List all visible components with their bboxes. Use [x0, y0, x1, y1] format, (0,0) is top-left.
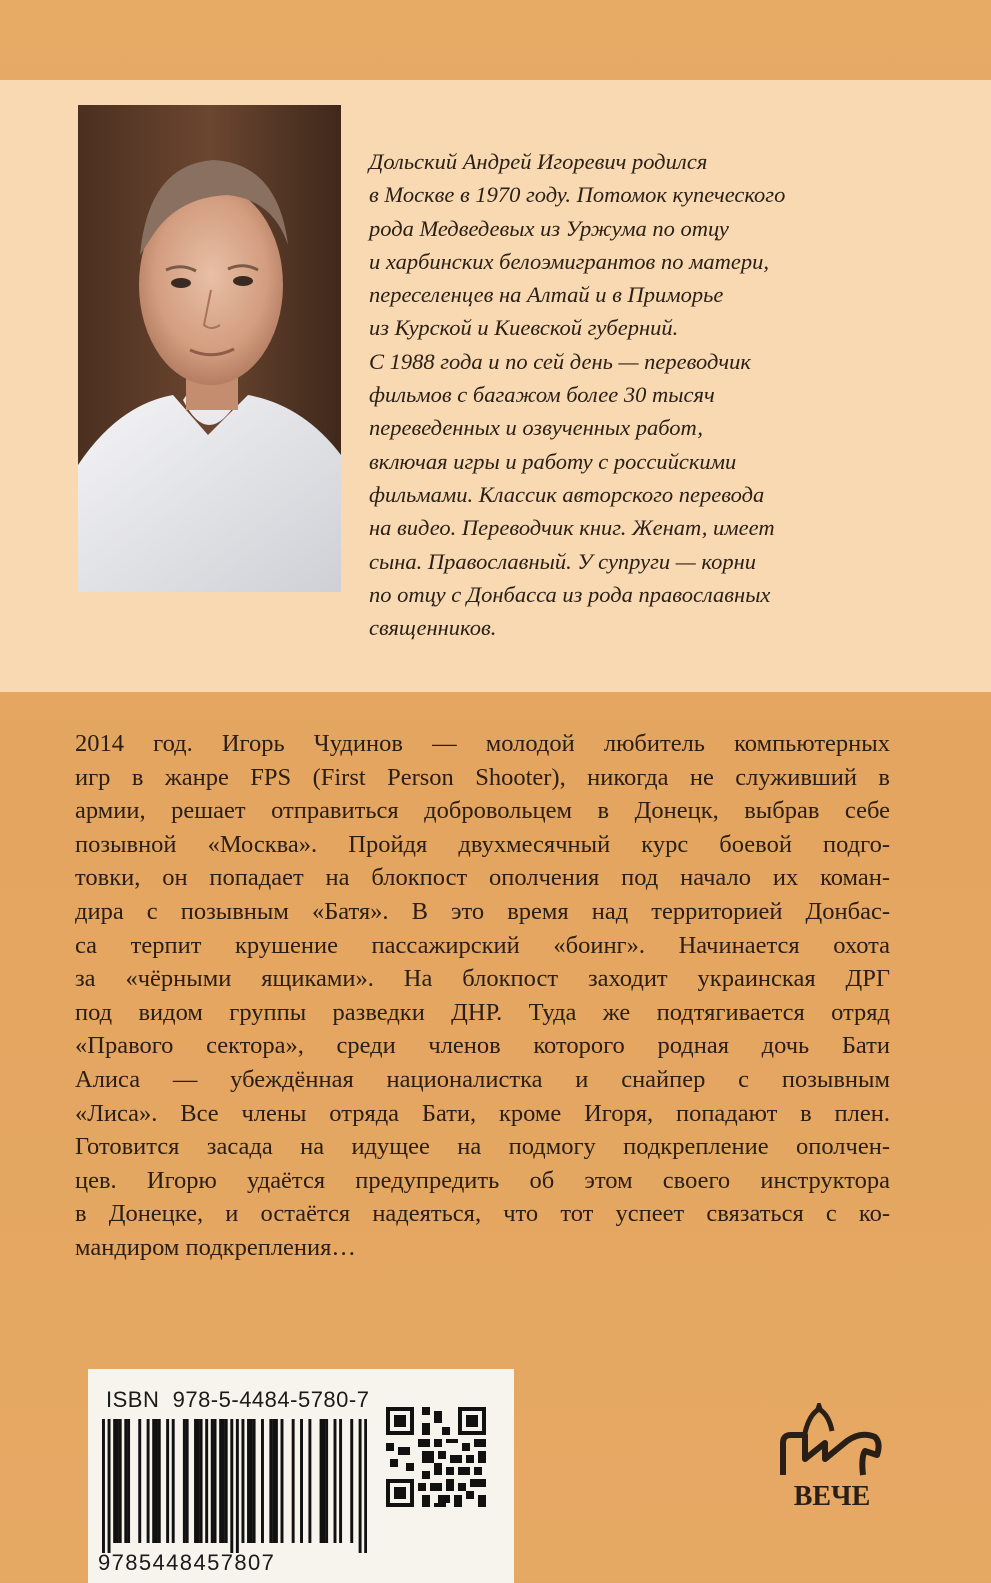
barcode-bar	[225, 1419, 228, 1543]
annotation-line: «Лиса». Все члены отряда Бати, кроме Игоря, попадают в плен.	[75, 1099, 890, 1127]
barcode-bar	[241, 1419, 244, 1543]
barcode-bar	[102, 1419, 105, 1553]
barcode-bar	[281, 1419, 284, 1543]
barcode-bar	[230, 1419, 233, 1553]
barcode-bar	[211, 1419, 214, 1543]
barcode-bar	[183, 1419, 186, 1543]
barcode-bar	[197, 1419, 200, 1543]
annotation-line: дира с позывным «Батя». В это время над территорией Донбас-	[75, 897, 890, 925]
barcode-bar	[138, 1419, 141, 1543]
bio-line: на видео. Переводчик книг. Женат, имеет	[369, 515, 775, 541]
bio-line: переселенцев на Алтай и в Приморье	[369, 282, 724, 308]
barcode-bar	[308, 1419, 311, 1543]
annotation-line: игр в жанре FPS (First Person Shooter), никогда не служивший в	[75, 763, 890, 791]
barcode-bar	[269, 1419, 272, 1543]
annotation-line: за «чёрными ящиками». На блокпост заходит украинская ДРГ	[75, 965, 890, 993]
ean-digits: 9785448457807	[98, 1550, 276, 1575]
barcode-bar	[155, 1419, 158, 1543]
annotation-line: са терпит крушение пассажирский «боинг». Начинается охота	[75, 931, 890, 959]
barcode-bar	[147, 1419, 150, 1543]
barcode-bar	[253, 1419, 256, 1543]
bio-line: переведенных и озвученных работ,	[369, 415, 703, 441]
book-annotation	[75, 727, 890, 1265]
bio-line: рода Медведевых из Уржума по отцу	[369, 215, 729, 241]
barcode-bar	[300, 1419, 303, 1543]
veche-publisher-logo	[777, 1403, 887, 1511]
barcode-bar	[158, 1419, 161, 1543]
barcode-bar	[334, 1419, 337, 1543]
isbn-number: 978-5-4484-5780-7	[172, 1387, 370, 1412]
barcode-bar	[108, 1419, 111, 1553]
barcode-bar	[152, 1419, 155, 1543]
bio-line: фильмами. Классик авторского перевода	[369, 481, 765, 507]
author-bio	[369, 145, 929, 644]
author-photo	[78, 105, 341, 592]
bio-line: и харбинских белоэмигрантов по матери,	[369, 248, 770, 274]
barcode-bar	[350, 1419, 353, 1543]
barcode-bar	[113, 1419, 116, 1543]
isbn-text	[106, 1387, 369, 1413]
bio-line: Дольский Андрей Игоревич родился	[369, 149, 708, 174]
barcode-bar	[325, 1419, 328, 1543]
barcode-bar	[261, 1419, 264, 1543]
barcode-bar	[127, 1419, 130, 1543]
bio-line: из Курской и Киевской губерний.	[369, 315, 679, 341]
bio-line: сына. Православный. У супруги — корни	[369, 548, 756, 574]
isbn-label: ISBN	[106, 1387, 160, 1412]
bio-line: фильмов с багажом более 30 тысяч	[369, 382, 715, 408]
barcode-bar	[205, 1419, 208, 1543]
barcode-bar	[124, 1419, 127, 1543]
barcode-bar	[172, 1419, 175, 1543]
barcode-bar	[236, 1419, 239, 1553]
barcode-panel	[88, 1369, 514, 1583]
bio-line: священников.	[369, 615, 497, 641]
annotation-line: Алиса — убеждённая националистка и снайпер с позывным	[75, 1065, 890, 1093]
annotation-line: 2014 год. Игорь Чудинов — молодой любитель компьютерных	[75, 730, 890, 757]
barcode-bar	[222, 1419, 225, 1543]
barcode-bar	[339, 1419, 342, 1543]
annotation-line: мандиром подкрепления…	[75, 1233, 356, 1261]
qr-code-icon	[386, 1407, 486, 1507]
barcode-bar	[272, 1419, 275, 1543]
annotation-line: цев. Игорю удаётся предупредить об этом своего инструктора	[75, 1166, 890, 1194]
barcode-bar	[250, 1419, 253, 1543]
bio-line: по отцу с Донбасса из рода православных	[369, 581, 771, 607]
barcode-bar	[320, 1419, 323, 1543]
annotation-line: «Правого сектора», среди членов которого родная дочь Бати	[75, 1032, 890, 1060]
barcode-bar	[119, 1419, 122, 1543]
barcode-bar	[275, 1419, 278, 1543]
barcode-bar	[219, 1419, 222, 1543]
annotation-line: под видом группы разведки ДНР. Туда же подтягивается отряд	[75, 998, 890, 1026]
ean-barcode	[102, 1419, 367, 1553]
barcode-bar	[200, 1419, 203, 1543]
barcode-bar	[364, 1419, 367, 1553]
publisher-name: ВЕЧЕ	[793, 1481, 871, 1511]
barcode-bar	[359, 1419, 362, 1553]
barcode-bar	[247, 1419, 250, 1543]
barcode-bar	[194, 1419, 197, 1543]
bio-line: в Москве в 1970 году. Потомок купеческого	[369, 182, 786, 208]
barcode-bar	[214, 1419, 217, 1543]
barcode-bar	[292, 1419, 295, 1543]
barcode-bar	[186, 1419, 189, 1543]
barcode-bar	[322, 1419, 325, 1543]
annotation-line: армии, решает отправиться добровольцем в Донецк, выбрав себе	[75, 797, 890, 825]
bio-line: С 1988 года и по сей день — переводчик	[369, 348, 751, 374]
barcode-bar	[166, 1419, 169, 1543]
bio-line: включая игры и работу с российскими	[369, 448, 737, 474]
annotation-line: в Донецке, и остаётся надеяться, что тот успеет связаться с ко-	[75, 1200, 890, 1228]
barcode-bar	[116, 1419, 119, 1543]
annotation-line: позывной «Москва». Пройдя двухмесячный курс боевой подго-	[75, 830, 890, 858]
annotation-line: Готовится засада на идущее на подмогу подкрепление ополчен-	[75, 1133, 890, 1161]
annotation-line: товки, он попадает на блокпост ополчения под начало их коман-	[75, 864, 890, 892]
